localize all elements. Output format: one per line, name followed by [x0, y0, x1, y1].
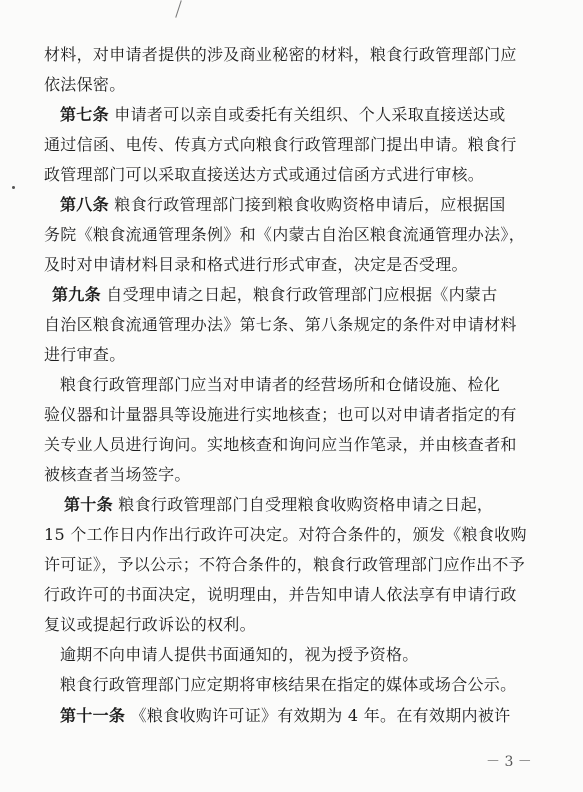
text-line: 验仪器和计量器具等设施进行实地核查；也可以对申请者指定的有	[44, 405, 517, 424]
text-line: 15 个工作日内作出行政许可决定。对符合条件的，颁发《粮食收购	[44, 525, 527, 544]
text-line: 依法保密。	[44, 75, 126, 94]
article-9-heading-line: 第九条 自受理申请之日起，粮食行政管理部门应根据《内蒙古	[52, 285, 498, 304]
text-line: 务院《粮食流通管理条例》和《内蒙古自治区粮食流通管理办法》，	[44, 225, 526, 244]
text-line: 关专业人员进行询问。实地核查和询问应当作笔录，并由核查者和	[44, 435, 517, 454]
text-line: 自治区粮食流通管理办法》第七条、第八条规定的条件对申请材料	[44, 315, 517, 334]
text-line: 被核查者当场签字。	[44, 465, 191, 484]
text-line: 行政许可的书面决定，说明理由，并告知申请人依法享有申请行政	[44, 585, 517, 604]
paragraph-start-line: 粮食行政管理部门应当对申请者的经营场所和仓储设施、检化	[60, 375, 501, 394]
text-line: 通过信函、电传、传真方式向粮食行政管理部门提出申请。粮食行	[44, 135, 517, 154]
article-10-heading-line: 第十条 粮食行政管理部门自受理粮食收购资格申请之日起，	[64, 495, 494, 514]
scan-mark	[175, 0, 182, 17]
text-line: 许可证》，予以公示；不符合条件的，粮食行政管理部门应作出不予	[44, 555, 526, 574]
text-line: 复议或提起行政诉讼的权利。	[44, 615, 256, 634]
article-11-heading-line: 第十一条 《粮食收购许可证》有效期为 4 年。在有效期内被许	[60, 706, 511, 725]
article-7-heading-line: 第七条 申请者可以亲自或委托有关组织、个人采取直接送达或	[60, 105, 506, 124]
text-line: 及时对申请材料目录和格式进行形式审查，决定是否受理。	[44, 255, 468, 274]
scan-speck	[12, 186, 15, 189]
text-line: 政管理部门可以采取直接送达方式或通过信函方式进行审核。	[44, 165, 485, 184]
paragraph-start-line: 逾期不向申请人提供书面通知的，视为授予资格。	[60, 645, 419, 664]
article-8-heading-line: 第八条 粮食行政管理部门接到粮食收购资格申请后，应根据国	[60, 195, 506, 214]
paragraph-start-line: 粮食行政管理部门应定期将审核结果在指定的媒体或场合公示。	[60, 675, 517, 694]
page-number: － 3 －	[486, 754, 532, 770]
text-line: 进行审查。	[44, 345, 126, 364]
text-line: 材料，对申请者提供的涉及商业秘密的材料，粮食行政管理部门应	[44, 45, 517, 64]
